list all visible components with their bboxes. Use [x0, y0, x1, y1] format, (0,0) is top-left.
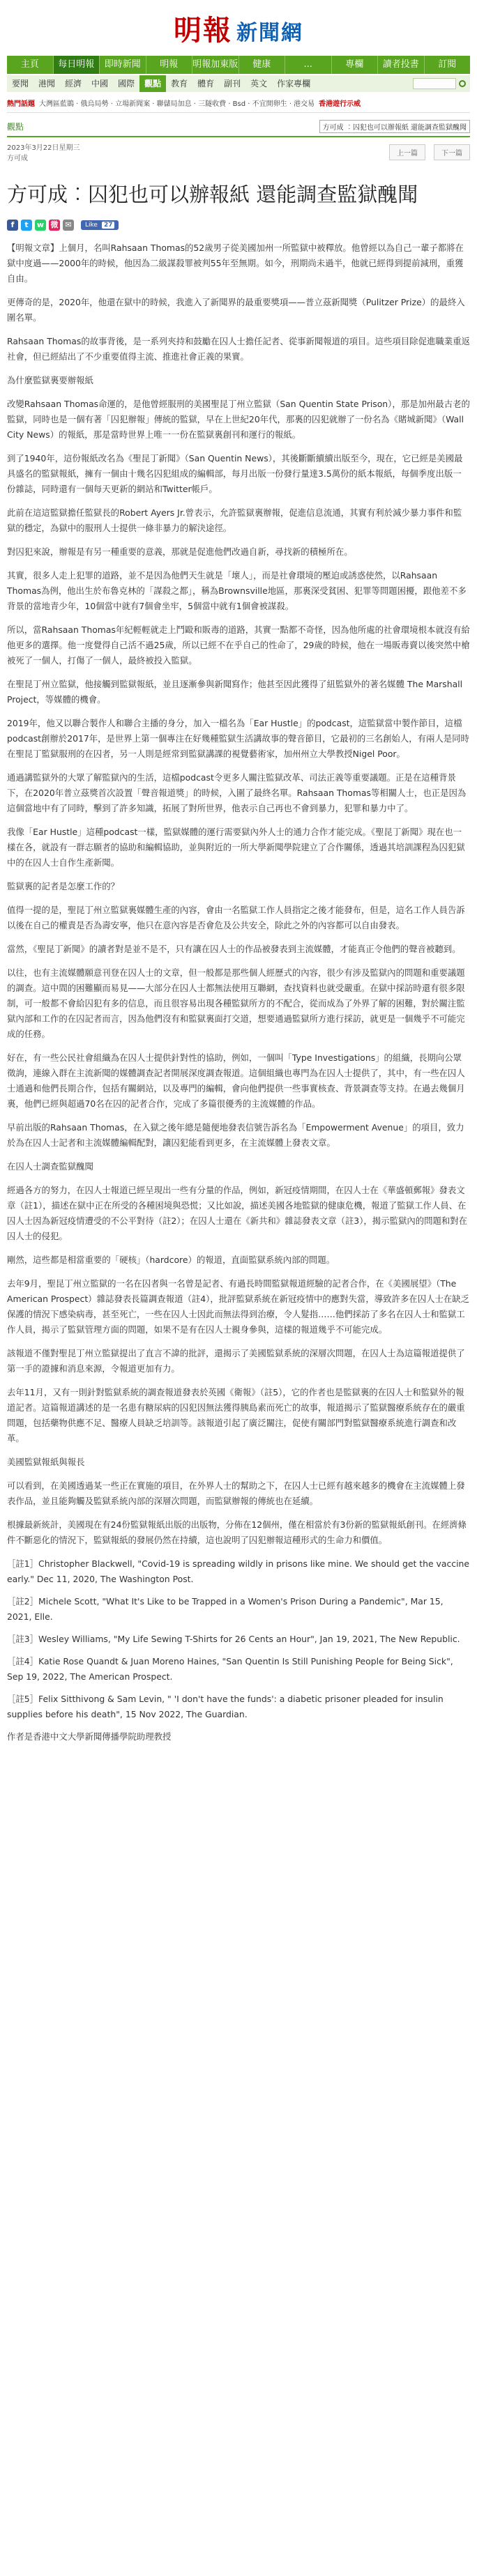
email-share-icon[interactable]: ✉	[63, 220, 74, 231]
paragraph: 當然，《聖昆丁新聞》的讀者對是並不是不，只有讓在囚人士的作品被發表到主流媒體，才能真正令他們的聲音被聽到。	[7, 944, 461, 954]
nav-item-home[interactable]: 主頁	[7, 56, 54, 74]
twitter-share-icon[interactable]: t	[21, 220, 32, 231]
nav-item-canada[interactable]: 明報加東版	[192, 56, 239, 74]
paragraph: Rahsaan Thomas的故事背後，是一系列夾持和鼓勵在囚人士擔任記者、從事新聞報道的項目。這些項目除促進職業重返社會，但已經結出了不少重要值得主流、推進社會正義的果實。	[7, 336, 470, 362]
subnav-education[interactable]: 教育	[171, 79, 188, 89]
section-heading: 美國監獄報紙與報長	[7, 1457, 85, 1467]
weibo-share-icon[interactable]: 微	[49, 220, 60, 231]
reference-item: ［註4］Katie Rose Quandt & Juan Moreno Haines, "San Quentin Is Still Punishing People for Being Sick", Sep 19, 2022, The American Prospect.	[7, 1656, 453, 1682]
paragraph: 我像「Ear Hustle」這種podcast一樣，監獄媒體的運行需要獄內外人士的通力合作才能完成。《聖昆丁新聞》現在也一樣在各，就設有一群志願者的協助和編輯協助，並與附近的一所大學新聞學院建立了合作關係，透過其培訓課程為囚犯獄中的在囚人士自作生產新聞。	[7, 827, 465, 868]
paragraph: 其實，很多人走上犯罪的道路，並不是因為他們天生就是「壞人」，而是社會環境的壓迫或誘惑使然，以Rahsaan Thomas為例，他出生於布魯克林的「謀殺之都」，稱為Brownsville地區，那裏深受貧困、犯罪等問題困擾，跟他差不多背景的當地青少年，10個當中就有7個會坐牢，5個當中就有1個會被謀殺。	[7, 570, 467, 611]
nav-item-subscribe[interactable]: 訂閱	[438, 59, 457, 70]
paragraph: 值得一提的是，聖昆丁州立監獄裏媒體生產的內容，會由一名監獄工作人員指定之後才能發布，但是，這名工作人員告訴以後在自己的權責是否為壽安寧，他只在意內容是否會危及公共安全，除此之外的內容都可以自由發表。	[7, 905, 465, 930]
subnav-world[interactable]: 國際	[118, 79, 135, 89]
paragraph: 對囚犯來說，辦報是有另一種重要的意義，那就是促進他們改過自新，尋找新的積極所在。	[7, 546, 353, 557]
nav-item-columns[interactable]: 專欄	[332, 56, 379, 74]
nav-item-more[interactable]: ...	[285, 56, 332, 74]
paragraph: 去年11月，又有一則針對監獄系統的調查報道發表於英國《衛報》（註5），它的作者也是監獄裏的在囚人士和監獄外的報道記者。這篇報道講述的是一名患有糖尿病的囚犯因無法獲得胰島素而死亡的故事，報道揭示了監獄醫療系統存在的嚴重問題，包括藥物供應不足、醫療人員缺乏培訓等。該報道引起了廣泛關注，促使有關部門對監獄醫療系統進行調查和改革。	[7, 1387, 465, 1443]
section-heading: 監獄裏的記者是怎麼工作的？	[7, 881, 120, 891]
author-bio: 作者是香港中文大學新聞傳播學院助理教授	[7, 1731, 172, 1742]
like-count: 27	[102, 222, 115, 229]
hot-topics-bar	[7, 98, 470, 113]
next-article-button[interactable]: 下一篇	[434, 144, 470, 160]
paragraph: 根據最新統計，美國現在有24份監獄報紙出版的出版物，分佈在12個州，僅在相當於有3份新的監獄報紙創刊。在經濟條件不斷惡化的情況下，監獄報紙的發展仍然在持續，這也說明了囚犯辦報這種形式的生命力和價值。	[7, 1519, 467, 1545]
paragraph: 該報道不僅對聖昆丁州立監獄提出了直言不諱的批評，還揭示了美國監獄系統的深層次問題，在囚人士為這篇報道提供了第一手的證據和消息來源，令報道更加有力。	[7, 1348, 465, 1374]
hot-topics-label: 熱門話題	[7, 100, 35, 108]
logo-sub-text: 新聞網	[236, 20, 303, 45]
search-area	[409, 75, 470, 92]
subnav-economy[interactable]: 經濟	[65, 79, 82, 89]
logo-main-text: 明報	[174, 13, 232, 47]
article-title: 方可成︰囚犯也可以辦報紙 還能調查監獄醜聞	[7, 183, 418, 206]
paragraph: 好在，有一些公民社會組織為在囚人士提供針對性的協助，例如，一個叫「Type Investigations」的組織，長期向公眾徵詢，連線入群在主流新聞的媒體調查記者開展深度調查報道。這個組織也專門為在囚人士提供了，其中，有一些在囚人士通過和他們長期合作，包括有關網站，以及專門的編輯，會向他們提供一些事實核查、背景調查等支持。在過去幾個月裏，他們已經與超過70名在囚的記者合作，完成了多篇很優秀的主流媒體的作品。	[7, 1052, 465, 1109]
reference-item: ［註3］Wesley Williams, "My Life Sewing T-Shirts for 26 Cents an Hour", Jan 19, 2021, The New Republic.	[7, 1634, 460, 1644]
paragraph: 在聖昆丁州立監獄，他接觸到監獄報紙，並且逐漸參與新聞寫作；他甚至因此獲得了紐監獄外的著名媒體 The Marshall Project，等媒體的機會。	[7, 679, 463, 705]
breadcrumb-opinion[interactable]: 觀點	[7, 122, 24, 132]
nav-item-instant[interactable]: 即時新聞	[100, 56, 146, 74]
nav-item-mingpao[interactable]: 明報	[146, 56, 193, 74]
reference-item: ［註2］Michele Scott, "What It's Like to be Trapped in a Women's Prison During a Pandemic", Mar 15, 2021, Elle.	[7, 1596, 444, 1622]
article-body	[7, 240, 470, 1745]
article-date: 2023年3月22日星期三	[7, 144, 80, 152]
subnav-writers[interactable]: 作家專欄	[277, 79, 311, 89]
subnav-english[interactable]: 英文	[250, 79, 268, 89]
subnav-local[interactable]: 港聞	[38, 79, 56, 89]
site-logo[interactable]	[174, 8, 303, 48]
nav-item-letters[interactable]: 讀者投書	[378, 56, 425, 74]
section-heading: 為什麼監獄裏要辦報紙	[7, 375, 93, 385]
subnav-news[interactable]: 要聞	[12, 79, 29, 89]
article-pager	[389, 144, 470, 160]
article-select-dropdown[interactable]: 方可成 ︰囚犯也可以辦報紙 還能調查監獄醜聞	[319, 120, 470, 133]
paragraph: 【明報文章】上個月，名叫Rahsaan Thomas的52歲男子從美國加州一所監獄中被釋放。他曾經以為自己一輩子都將在獄中度過——2000年的時候，他因為二級謀殺罪被判55年至無期。如今，刑期尚未過半，他就已經得到提前減刑，重獲自由。	[7, 243, 464, 284]
nav-item-health[interactable]: 健康	[239, 56, 286, 74]
hot-topics-list[interactable]: 大灣區藍鵲 · 俄烏局勢 · 立場新聞案 · 聯儲局加息 · 三隧收費 · Bsd · 不宜開卵生 · 港交易	[39, 100, 315, 108]
like-label: Like	[85, 222, 98, 229]
section-heading: 在囚人士調查監獄醜聞	[7, 1161, 93, 1172]
share-bar	[7, 220, 470, 231]
article-meta	[7, 141, 470, 162]
paragraph: 剛然，這些都是相當重要的「硬核」（hardcore）的報道，直面監獄系統內部的問題。	[7, 1255, 335, 1265]
paragraph: 更傳奇的是，2020年，他還在獄中的時候，我進入了新聞界的最重要獎項——普立茲新聞獎（Pulitzer Prize）的最終入圍名單。	[7, 297, 465, 323]
paragraph: 所以，當Rahsaan Thomas年紀輕輕就走上鬥毆和販毒的道路，其實一點都不奇怪，因為他所處的社會環境根本就沒有給他更多的選擇。他一度覺得自己活不過25歲，所以已經不在乎自己的性命了，29歲的時候，他在一場販毒賣以後突然中槍被死了一個人，打傷了一個人，最終被投入監獄。	[7, 624, 470, 666]
hot-topics-highlight[interactable]: 香港遊行示威	[319, 100, 361, 108]
subnav-supplement[interactable]: 副刊	[224, 79, 241, 89]
paragraph: 此前在這這監獄擔任監獄長的Robert Ayers Jr.曾表示，允許監獄裏辦報，促進信息流通，其實有利於減少暴力事件和監獄的穩定，為獄中的服刑人士提供一條非暴力的解決途徑。	[7, 507, 462, 533]
paragraph: 改變Rahsaan Thomas命運的，是他曾經服刑的美國聖昆丁州立監獄（San Quentin State Prison），那是加州最古老的監獄，同時也是一個有著「囚犯辦報」傳統的監獄，早在上世紀20年代，那裏的囚犯就辦了一份名為《賭城新聞》（Wall City News）的報紙，那是當時世界上唯一一份在監獄裏創刊和運行的報紙。	[7, 399, 470, 440]
breadcrumb	[7, 120, 470, 137]
search-input[interactable]	[413, 78, 456, 89]
paragraph: 2019年，他又以聯合製作人和聯合主播的身分，加入一檔名為「Ear Hustle」的podcast，這監獄當中製作節目，這檔podcast創辦於2017年，是世界上第一個專注在好幾種監獄生活講故事的聲音節目，它最初的三名創始人，有兩人是同時在聖昆丁監獄服刑的在囚者，另一人則是經常到監獄講課的視覺藝術家，加州州立大學教授Nigel Poor。	[7, 718, 469, 759]
facebook-like-button[interactable]	[81, 220, 119, 230]
reference-item: ［註5］Felix Sitthivong & Sam Levin, " 'I don't have the funds': a diabetic prisoner pleaded for insulin supplies before his death", 15 Nov 2022, The Guardian.	[7, 1694, 444, 1719]
primary-nav	[7, 56, 470, 74]
paragraph: 可以看到，在美國透過某一些正在實施的項目，在外界人士的幫助之下，在囚人士已經有越來越多的機會在主流媒體上發表作品，並且能夠觸及監獄系統內部的深層次問題，而監獄辦報的傳統也在延續。	[7, 1480, 465, 1506]
site-header	[0, 0, 477, 56]
whatsapp-share-icon[interactable]: w	[35, 220, 46, 231]
references	[7, 1556, 470, 1722]
subnav-opinion[interactable]: 觀點	[139, 75, 166, 92]
paragraph: 到了1940年，這份報紙改名為《聖昆丁新聞》（San Quentin News），其後斷斷續續出版至今，現在，它已經是美國最具盛名的監獄報紙，擁有一個由十幾名囚犯組成的編輯部，每月出版一份發行量達3.5萬份的紙本報紙，每個季度出版一份雜誌，同時還有一個每天更新的網站和Twitter帳戶。	[7, 453, 463, 494]
nav-item-daily[interactable]: 每日明報	[54, 56, 100, 74]
paragraph: 早前出版的Rahsaan Thomas，在入獄之後年總是隨便地發表信號告訴名為「Empowerment Avenue」的項目，致力於為在囚人士記者和主流媒體編輯配對，讓囚犯能看到更多，在主流媒體上發表文章。	[7, 1122, 464, 1148]
paragraph: 經過各方的努力，在囚人士報道已經呈現出一些有分量的作品，例如，新冠疫情期間，在囚人士在《華盛頓郵報》發表文章（註1），描述在獄中正在所受的各種困境與恐慌；又比如說，描述美國各地監獄的健康危機，報道了監獄工作人員、在囚人士因為新冠疫情遭受的不公平對待（註2）；在囚人士還在《新共和》雜誌發表文章（註3），揭示監獄內的問題和對在囚人士的侵犯。	[7, 1185, 468, 1241]
search-icon[interactable]	[459, 80, 466, 87]
paragraph: 通過講監獄外的大眾了解監獄內的生活，這檔podcast令更多人關注監獄改革、司法正義等重要議題。正是在這種背景下，在2020年普立茲獎首次設置「聲音報道獎」的時候，入圍了最終名單。Rahsaan Thomas等相關人士，也正是因為這個當地中有了同時，擊到了許多知識，拓展了對所世界，他表示自己再也不會到暴力，犯罪和暴力中了。	[7, 772, 467, 813]
secondary-nav	[7, 75, 470, 92]
subnav-china[interactable]: 中國	[91, 79, 109, 89]
article-author-line: 方可成	[7, 155, 28, 162]
paragraph: 去年9月，聖昆丁州立監獄的一名在囚者與一名曾是記者、有過長時間監獄報道經驗的記者合作，在《美國展望》（The American Prospect）雜誌發表長篇調查報道（註4），批評監獄系統在新冠疫情中的應對失當，導致許多在囚人士在缺乏保護的情況下感染病毒，甚至死亡，一些在囚人士因此而無法得到治療，令人髮指……他們採訪了多名在囚人士和監獄工作人員，揭示了監獄管理方面的問題，如果不是有在囚人士親身參與，這樣的報道幾乎不可能完成。	[7, 1278, 470, 1335]
facebook-share-icon[interactable]: f	[7, 220, 18, 231]
reference-item: ［註1］Christopher Blackwell, "Covid-19 is spreading wildly in prisons like mine. We should get the vaccine early." Dec 11, 2020, The Washington Post.	[7, 1558, 469, 1584]
paragraph: 以往，也有主流媒體願意刊登在囚人士的文章，但一般都是那些個人經歷式的內容，很少有涉及監獄內的問題和重要議題的調查。這中間的困難顯而易見——大部分在囚人士都無法使用互聯網，查找資料也就受嚴重。在獄中採訪時還有很多限制，可一般都不會給囚犯有多的信息，而且很容易出現各種監獄所方的不配合，從而成為了外界了解的困難，對於關注監獄內部和工作的在囚記者而言，因為他們沒有和監獄裏面打交道，想要通過監獄所方進行採訪，就更是一個幾乎不可能完成的任務。	[7, 967, 465, 1039]
subnav-sports[interactable]: 體育	[197, 79, 215, 89]
prev-article-button[interactable]: 上一篇	[389, 144, 425, 160]
